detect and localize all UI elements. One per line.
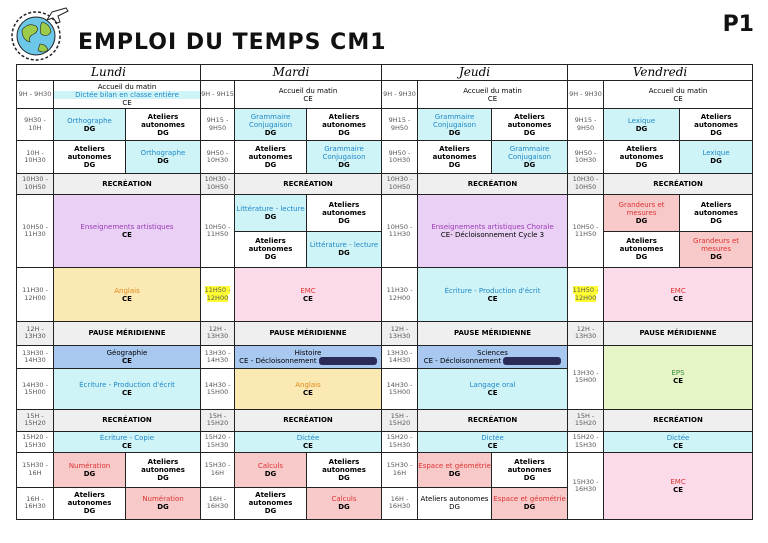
time-cell: 12H - 13H30 <box>568 322 604 346</box>
dg-label: DG <box>635 124 648 133</box>
subject-label: Espace et géométrie <box>418 461 491 470</box>
subject-label: Grammaire Conjugaison <box>248 112 293 129</box>
dg-label: DG <box>338 216 350 225</box>
subject-label: Dictée <box>296 433 320 442</box>
time-cell: 15H30 - 16H <box>17 453 54 487</box>
lundi-ateliers <box>54 141 126 173</box>
subject-label: Littérature - lecture <box>309 241 379 250</box>
time-cell: 15H30 - 16H <box>382 453 418 487</box>
vendredi-lexique <box>680 141 753 173</box>
dg-label: DG <box>264 212 277 221</box>
mardi-accueil <box>235 81 382 109</box>
dg-label: DG <box>710 253 722 262</box>
subject-label: Ateliers autonomes <box>432 144 477 161</box>
subject-label: Grammaire Conjugaison <box>322 144 366 161</box>
time-cell: 15H - 15H20 <box>382 410 418 432</box>
jeudi-espace <box>418 453 492 487</box>
time-cell: 9H - 9H30 <box>382 81 418 109</box>
subject-label: Écriture - Production d'écrit <box>444 286 541 295</box>
dg-label: DG <box>83 124 96 133</box>
ce-label: CE <box>487 389 498 398</box>
dg-label: DG <box>523 473 536 482</box>
subject-label: Ateliers autonomes <box>322 457 366 474</box>
mardi-ateliers <box>235 231 307 268</box>
lundi-orthographe <box>54 109 126 141</box>
dg-label: DG <box>338 249 350 258</box>
subject-label: Enseignements artistiques Chorale <box>431 223 554 232</box>
ce-label: CE <box>673 441 683 450</box>
day-header-lundi: Lundi <box>17 65 201 81</box>
ce-label: CE <box>122 294 132 303</box>
dictee-classe-label: Dictée bilan en classe entière <box>54 91 200 99</box>
subject-label: Sciences <box>477 348 508 357</box>
redacted-name <box>503 357 561 365</box>
subject-label: Littérature - lecture <box>236 204 305 213</box>
jeudi-dictee <box>418 431 568 453</box>
time-cell: 9H30 - 10H <box>17 109 54 141</box>
subject-label: Anglais <box>295 381 321 390</box>
dg-label: DG <box>83 469 96 478</box>
time-cell: 15H - 15H20 <box>568 410 604 432</box>
time-cell: 10H50 - 11H50 <box>568 195 604 268</box>
time-cell <box>201 268 235 322</box>
time-cell: 9H15 - 9H50 <box>568 109 604 141</box>
dg-label: DG <box>157 503 169 512</box>
subject-label: Lexique <box>627 116 656 125</box>
accueil-label: Accueil du matin <box>648 86 708 95</box>
time-cell: 15H20 - 15H30 <box>568 431 604 453</box>
jeudi-grammaire <box>418 109 492 141</box>
time-cell: 15H20 - 15H30 <box>201 431 235 453</box>
time-cell: 9H - 9H30 <box>17 81 54 109</box>
time-cell: 15H20 - 15H30 <box>382 431 418 453</box>
time-cell: 10H50 - 11H50 <box>201 195 235 268</box>
lundi-arts <box>54 195 201 268</box>
ce-label: CE <box>673 294 683 303</box>
jeudi-ecriture <box>418 268 568 322</box>
recreation: RECRÉATION <box>418 173 568 195</box>
subject-label: Numération <box>142 495 184 504</box>
subject-label: Grammaire Conjugaison <box>508 144 552 161</box>
subject-label: Grammaire Conjugaison <box>432 112 477 129</box>
time-cell: 14H30 - 15H00 <box>201 369 235 410</box>
jeudi-ateliers <box>492 453 568 487</box>
subject-label: Calculs <box>331 495 357 504</box>
time-cell: 15H20 - 15H30 <box>17 431 54 453</box>
vendredi-ateliers <box>604 231 680 268</box>
subject-label: Ateliers autonomes <box>67 491 112 508</box>
decloisonnement-label <box>235 357 381 365</box>
time-cell: 12H - 13H30 <box>17 322 54 346</box>
lundi-orthographe <box>126 141 201 173</box>
time-cell: 12H - 13H30 <box>201 322 235 346</box>
lundi-ateliers <box>126 453 201 487</box>
vendredi-emc <box>604 453 753 520</box>
vendredi-lexique <box>604 109 680 141</box>
jeudi-espace <box>492 487 568 519</box>
pause-meridienne: PAUSE MÉRIDIENNE <box>235 322 382 346</box>
time-cell: 16H - 16H30 <box>17 487 54 519</box>
pause-meridienne: PAUSE MÉRIDIENNE <box>418 322 568 346</box>
pause-meridienne: PAUSE MÉRIDIENNE <box>604 322 753 346</box>
time-cell: 13H30 - 14H30 <box>17 345 54 369</box>
lundi-accueil <box>54 81 201 109</box>
subject-label: Dictée <box>666 433 690 442</box>
ce-label: CE <box>673 377 683 386</box>
mardi-calculs <box>235 453 307 487</box>
subject-label: EMC <box>670 478 686 487</box>
mardi-ateliers <box>235 141 307 173</box>
recreation: RECRÉATION <box>235 173 382 195</box>
subject-label: Enseignements artistiques <box>80 223 174 232</box>
highlighted-time: 11H50 - 12H00 <box>204 286 231 302</box>
pause-meridienne: PAUSE MÉRIDIENNE <box>54 322 201 346</box>
dg-label: DG <box>635 253 648 262</box>
time-cell: 10H - 10H30 <box>17 141 54 173</box>
jeudi-accueil <box>418 81 568 109</box>
dg-label: DG <box>523 503 536 512</box>
time-cell: 10H30 - 10H50 <box>201 173 235 195</box>
ce-label: CE <box>487 94 498 103</box>
dg-label: DG <box>448 161 461 169</box>
subject-label: Ateliers autonomes <box>248 144 293 161</box>
subject-label: Écriture - Production d'écrit <box>79 381 175 390</box>
ce-label: CE <box>122 98 132 107</box>
mardi-ateliers <box>307 195 382 232</box>
vendredi-grandeurs <box>604 195 680 232</box>
lundi-numeration <box>54 453 126 487</box>
mardi-ateliers <box>307 453 382 487</box>
dg-label: DG <box>523 128 536 137</box>
subject-label: Ateliers autonomes <box>67 144 112 161</box>
dg-label: DG <box>338 473 350 482</box>
subject-label: Orthographe <box>67 116 112 125</box>
ce-label: CE <box>303 389 313 398</box>
mardi-litterature <box>235 195 307 232</box>
ce-label: CE <box>487 441 498 450</box>
ce-label: CE <box>673 486 683 495</box>
time-cell: 15H30 - 16H30 <box>568 453 604 520</box>
recreation: RECRÉATION <box>604 410 753 432</box>
subject-label: Écriture - Copie <box>99 433 155 442</box>
mardi-grammaire <box>235 109 307 141</box>
subject-label: EMC <box>300 286 316 295</box>
vendredi-accueil <box>604 81 753 109</box>
cycle3-label: CE- Décloisonnement Cycle 3 <box>440 231 545 240</box>
subject-label: Ateliers autonomes <box>248 237 293 254</box>
lundi-ateliers <box>126 109 201 141</box>
subject-label: Ateliers autonomes <box>619 237 664 254</box>
subject-label: Orthographe <box>140 148 186 157</box>
subject-label: Ateliers autonomes <box>694 200 738 217</box>
recreation: RECRÉATION <box>54 173 201 195</box>
recreation: RECRÉATION <box>604 173 753 195</box>
time-cell: 13H30 - 15H00 <box>568 345 604 410</box>
ce-label: CE <box>487 294 498 303</box>
time-cell: 12H - 13H30 <box>382 322 418 346</box>
lundi-anglais <box>54 268 201 322</box>
jeudi-sciences <box>418 345 568 369</box>
ce-label: CE <box>122 231 132 240</box>
day-header-vendredi: Vendredi <box>568 65 753 81</box>
subject-label: Calculs <box>258 461 283 470</box>
vendredi-ateliers <box>604 141 680 173</box>
ce-label: CE <box>673 94 683 103</box>
time-cell: 10H50 - 11H30 <box>382 195 418 268</box>
time-cell: 9H - 9H15 <box>201 81 235 109</box>
vendredi-ateliers <box>680 195 753 232</box>
timetable <box>16 64 753 520</box>
recreation: RECRÉATION <box>235 410 382 432</box>
dg-label: DG <box>448 128 461 137</box>
dg-label: DG <box>83 507 96 516</box>
day-header-mardi: Mardi <box>201 65 382 81</box>
ce-label: CE <box>122 441 132 450</box>
mardi-calculs <box>307 487 382 519</box>
subject-label: Espace et géométrie <box>493 495 566 504</box>
vendredi-grandeurs <box>680 231 753 268</box>
time-cell: 15H - 15H20 <box>17 410 54 432</box>
time-cell: 9H15 - 9H50 <box>201 109 235 141</box>
time-cell: 15H30 - 16H <box>201 453 235 487</box>
subject-label: Ateliers autonomes <box>619 144 664 161</box>
mardi-litterature <box>307 231 382 268</box>
ce-label: CE <box>122 357 132 365</box>
dg-label: DG <box>338 128 350 137</box>
dg-label: DG <box>710 128 722 137</box>
time-cell: 11H30 - 12H00 <box>382 268 418 322</box>
time-cell: 11H30 - 12H00 <box>17 268 54 322</box>
time-cell: 10H30 - 10H50 <box>568 173 604 195</box>
mardi-dictee <box>235 431 382 453</box>
mardi-emc <box>235 268 382 322</box>
time-cell: 10H30 - 10H50 <box>17 173 54 195</box>
time-cell: 14H30 - 15H00 <box>17 369 54 410</box>
subject-label: Grandeurs et mesures <box>693 237 740 254</box>
lundi-ateliers <box>54 487 126 519</box>
period-label: P1 <box>722 12 754 37</box>
subject-label: Ateliers autonomes <box>322 112 366 129</box>
subject-label: Lexique <box>702 148 730 157</box>
dg-label: DG <box>635 161 648 169</box>
decloisonnement-label <box>418 357 567 365</box>
time-cell: 16H - 16H30 <box>382 487 418 519</box>
dg-label: DG <box>264 161 277 169</box>
dg-label: DG <box>523 161 536 169</box>
day-header-jeudi: Jeudi <box>382 65 568 81</box>
subject-label: Ateliers autonomes <box>694 112 738 129</box>
time-cell: 14H30 - 15H00 <box>382 369 418 410</box>
subject-label: Ateliers autonomes <box>141 112 185 129</box>
subject-label: Ateliers autonomes <box>507 112 552 129</box>
jeudi-arts <box>418 195 568 268</box>
lundi-ecriture <box>54 369 201 410</box>
lundi-numeration <box>126 487 201 519</box>
mardi-ateliers <box>307 109 382 141</box>
dg-label: DG <box>338 503 350 512</box>
subject-label: Ateliers autonomes <box>141 457 185 474</box>
dg-label: DG <box>157 128 169 137</box>
decloisonnement-text: CE - Décloisonnement <box>239 357 317 365</box>
time-cell: 15H - 15H20 <box>201 410 235 432</box>
mardi-ateliers <box>235 487 307 519</box>
mardi-anglais <box>235 369 382 410</box>
accueil-label: Accueil du matin <box>463 86 522 95</box>
jeudi-ateliers <box>418 141 492 173</box>
mardi-grammaire <box>307 141 382 173</box>
subject-label: EPS <box>671 369 685 378</box>
vendredi-emc <box>604 268 753 322</box>
dg-label: DG <box>710 216 722 225</box>
dg-label: DG <box>83 161 96 169</box>
lundi-copie <box>54 431 201 453</box>
ce-label: CE <box>122 389 132 398</box>
dg-label: DG <box>157 473 169 482</box>
accueil-label: Accueil du matin <box>97 82 157 91</box>
vendredi-ateliers <box>680 109 753 141</box>
dg-label: DG <box>264 507 277 516</box>
dg-label: DG <box>264 253 277 262</box>
recreation: RECRÉATION <box>54 410 201 432</box>
time-cell: 9H15 - 9H50 <box>382 109 418 141</box>
ce-label: CE <box>303 94 313 103</box>
globe-airplane-icon <box>6 4 72 62</box>
subject-label: Dictée <box>481 433 504 442</box>
time-cell: 13H30 - 14H30 <box>201 345 235 369</box>
jeudi-langage <box>418 369 568 410</box>
dg-label: DG <box>635 216 648 225</box>
ce-label: CE <box>303 294 313 303</box>
dg-label: DG <box>264 469 277 478</box>
vendredi-dictee <box>604 431 753 453</box>
header <box>0 0 768 62</box>
recreation: RECRÉATION <box>418 410 568 432</box>
time-cell: 9H50 - 10H30 <box>382 141 418 173</box>
subject-label: Langage oral <box>469 381 516 390</box>
dg-label: DG <box>448 469 461 478</box>
jeudi-ateliers: Ateliers autonomes DG <box>418 487 492 519</box>
subject-label: Anglais <box>114 286 140 295</box>
subject-label: EMC <box>670 286 686 295</box>
subject-label: Numération <box>68 461 111 470</box>
lundi-geographie <box>54 345 201 369</box>
mardi-histoire <box>235 345 382 369</box>
page-title: EMPLOI DU TEMPS CM1 <box>78 30 387 55</box>
subject-label: Histoire <box>294 348 322 357</box>
subject-label: Géographie <box>106 348 148 357</box>
time-cell: 13H30 - 14H30 <box>382 345 418 369</box>
time-cell <box>568 268 604 322</box>
subject-label: Ateliers autonomes <box>248 491 293 508</box>
dg-label: DG <box>157 156 169 165</box>
subject-label: Grandeurs et mesures <box>618 200 665 217</box>
accueil-label: Accueil du matin <box>278 86 338 95</box>
ce-label: CE <box>303 441 313 450</box>
jeudi-grammaire <box>492 141 568 173</box>
dg-label: DG <box>264 128 277 137</box>
dg-label: DG <box>338 161 350 169</box>
time-cell: 16H - 16H30 <box>201 487 235 519</box>
jeudi-ateliers <box>492 109 568 141</box>
time-cell: 9H - 9H30 <box>568 81 604 109</box>
time-cell: 10H50 - 11H30 <box>17 195 54 268</box>
vendredi-eps <box>604 345 753 410</box>
decloisonnement-text: CE - Décloisonnement <box>423 357 502 365</box>
dg-label: DG <box>710 156 722 165</box>
subject-label: Ateliers autonomes <box>322 200 366 217</box>
time-cell: 10H30 - 10H50 <box>382 173 418 195</box>
time-cell: 9H50 - 10H30 <box>201 141 235 173</box>
time-cell: 9H50 - 10H30 <box>568 141 604 173</box>
highlighted-time: 11H50 - 12H00 <box>572 286 599 302</box>
subject-label: Ateliers autonomes <box>507 457 552 474</box>
redacted-name <box>319 357 377 365</box>
